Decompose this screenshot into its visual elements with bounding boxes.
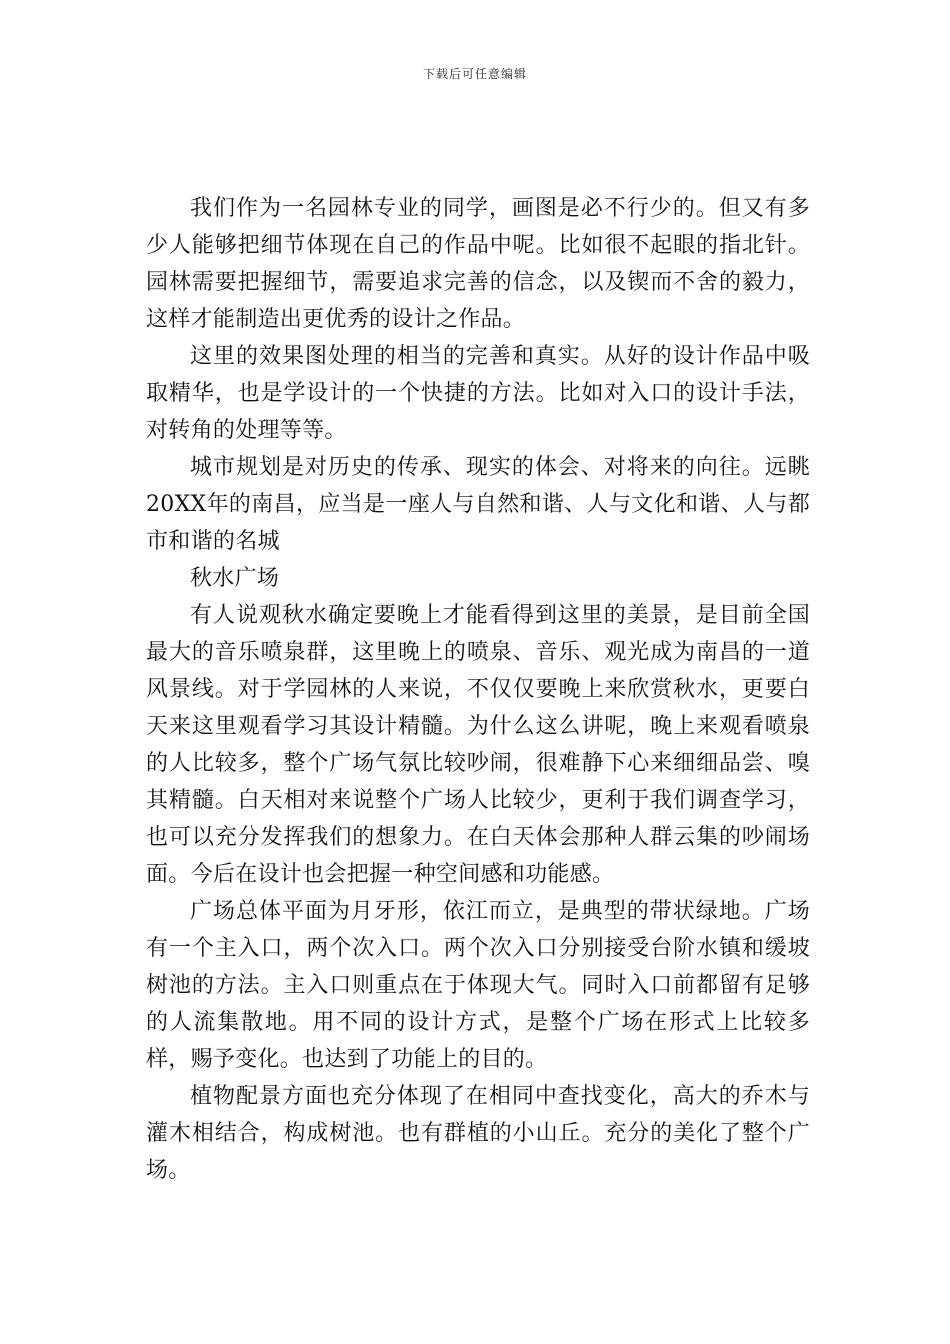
- paragraph-qiushui-visit: 有人说观秋水确定要晚上才能看得到这里的美景，是目前全国最大的音乐喷泉群，这里晚上的喷泉、音乐、观光成为南昌的一道风景线。对于学园林的人来说，不仅仅要晚上来欣赏秋水，更要白天来这里观看学习其设计精髓。为什么这么讲呢，晚上来观看喷泉的人比较多，整个广场气氛比较吵闹，很难静下心来细细品尝、嗅其精髓。白天相对来说整个广场人比较少，更利于我们调查学习，也可以充分发挥我们的想象力。在白天体会那种人群云集的吵闹场面。今后在设计也会把握一种空间感和功能感。: [146, 603, 810, 887]
- paragraph-square-layout: 广场总体平面为月牙形，依江而立，是典型的带状绿地。广场有一个主入口，两个次入口。两个次入口分别接受台阶水镇和缓坡树池的方法。主入口则重点在于体现大气。同时入口前都留有足够的人流集散地。用不同的设计方式，是整个广场在形式上比较多样，赐予变化。也达到了功能上的目的。: [146, 899, 810, 1072]
- paragraph-rendering: 这里的效果图处理的相当的完善和真实。从好的设计作品中吸取精华，也是学设计的一个快捷的方法。比如对入口的设计手法，对转角的处理等等。: [146, 344, 810, 443]
- paragraph-planting: 植物配景方面也充分体现了在相同中查找变化，高大的乔木与灌木相结合，构成树池。也有群植的小山丘。充分的美化了整个广场。: [146, 1084, 810, 1183]
- paragraph-design-detail: 我们作为一名园林专业的同学，画图是必不行少的。但又有多少人能够把细节体现在自己的作品中呢。比如很不起眼的指北针。园林需要把握细节，需要追求完善的信念，以及锲而不舍的毅力，这样才能制造出更优秀的设计之作品。: [146, 196, 810, 332]
- page-header-note: 下载后可任意编辑: [422, 67, 527, 81]
- document-body: [146, 190, 810, 1189]
- paragraph-urban-planning: 城市规划是对历史的传承、现实的体会、对将来的向往。远眺20XX年的南昌，应当是一座人与自然和谐、人与文化和谐、人与都市和谐的名城: [146, 455, 810, 554]
- section-heading-qiushui-square: 秋水广场: [190, 566, 280, 591]
